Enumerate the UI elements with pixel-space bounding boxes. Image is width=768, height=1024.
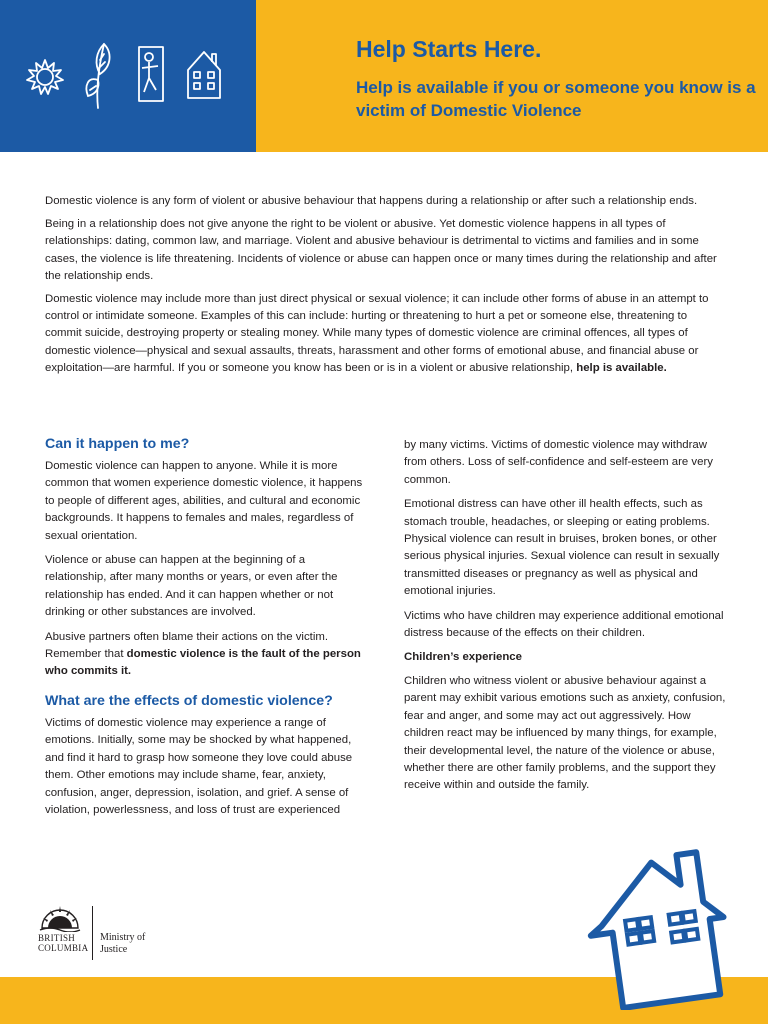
bc-wordmark-line: COLUMBIA bbox=[38, 942, 89, 953]
intro-section bbox=[45, 193, 725, 383]
intro-paragraph: Domestic violence is any form of violent or abusive behaviour that happens during a relationship or after such a relationship ends. bbox=[45, 195, 698, 207]
page-subtitle: Help is available if you or someone you know is a victim of Domestic Violence bbox=[356, 78, 756, 120]
leaf-icon bbox=[82, 40, 116, 110]
sun-icon bbox=[24, 56, 66, 98]
right-column bbox=[404, 437, 732, 802]
ministry-line: Ministry of bbox=[100, 932, 146, 943]
body-paragraph: Domestic violence can happen to anyone. While it is more common that women experience domestic violence, it happens to people of different ages, abilities, and cultural and economic backgrounds. It happens to females and males, regardless of sexual orientation. bbox=[45, 460, 363, 542]
body-paragraph: by many victims. Victims of domestic violence may withdraw from others. Loss of self-confidence and self-esteem are very common. bbox=[404, 439, 713, 486]
logo-divider bbox=[92, 906, 93, 960]
ministry-line: Justice bbox=[100, 944, 128, 955]
intro-paragraph bbox=[45, 291, 725, 377]
header-icon-row bbox=[22, 38, 242, 110]
body-paragraph: Victims of domestic violence may experience a range of emotions. Initially, some may be shocked by what happened, and find it hard to grasp how someone they love could abuse them. Other emotions may include shame, fear, anxiety, confusion, anger, depression, isolation, and grief. A sense of violation, powerlessness, and loss of trust are experienced bbox=[45, 716, 353, 816]
help-available-emphasis: help is available. bbox=[576, 361, 667, 374]
ministry-name bbox=[100, 932, 145, 956]
body-paragraph: Victims who have children may experience additional emotional distress because of the effects on their children. bbox=[404, 609, 724, 640]
fault-emphasis: domestic violence is the fault of the person who commits it. bbox=[45, 648, 361, 678]
section-heading: Can it happen to me? bbox=[45, 436, 190, 452]
left-column bbox=[45, 434, 363, 826]
page-title: Help Starts Here. bbox=[356, 36, 542, 62]
figure-icon bbox=[136, 44, 166, 104]
bc-government-logo bbox=[30, 902, 170, 962]
intro-paragraph: Being in a relationship does not give anyone the right to be violent or abusive. Yet domestic violence happens in all types of relationships: dating, common law, and marriage. Violent and abusive behaviour is detrimental to victims and families and in some cases, the violence is life threatening. Incidents of violence or abuse can happen once or many times during the relationship and after the relationship ends. bbox=[45, 218, 717, 282]
header-blue-panel bbox=[0, 0, 256, 152]
body-paragraph-text: Abusive partners often blame their actions on the victim. Remember that bbox=[45, 630, 329, 661]
body-paragraph: Emotional distress can have other ill health effects, such as stomach trouble, headaches, or sleeping or eating problems. Physical violence can result in bruises, broken bones, or other serious physical injuries. Sexual violence can result in sexually transmitted diseases or pregnancy as well as physical and emotional injuries. bbox=[404, 498, 720, 598]
body-paragraph bbox=[45, 629, 363, 681]
house-illustration-icon bbox=[582, 840, 738, 1010]
house-icon bbox=[184, 48, 224, 100]
body-paragraph: Children who witness violent or abusive behaviour against a parent may exhibit various emotions such as anxiety, confusion, fear and anger, and some may act out aggressively. How children react may be influenced by many things, for example, their developmental level, the nature of the violence or abuse, whether there are other family problems, and the support they receive within and outside the family. bbox=[404, 674, 726, 792]
bc-wordmark bbox=[38, 934, 88, 953]
subsection-heading: Children’s experience bbox=[404, 651, 522, 664]
bc-sun-emblem-icon bbox=[38, 904, 82, 932]
intro-paragraph-text: Domestic violence may include more than just direct physical or sexual violence; it can include other forms of abuse in an attempt to control or intimidate someone. Examples of this can include: hurting or threatening to hurt a pet or someone else, threatening to commit suicide, destroying property or stealing money. While many types of domestic violence are criminal offences, all types of domestic violence—physical and sexual assaults, threats, harassment and other forms of emotional abuse, and financial abuse or exploitation—are harmful. If you or someone you know has been or is in a violent or abusive relationship, bbox=[45, 293, 709, 374]
section-heading: What are the effects of domestic violence? bbox=[45, 692, 333, 709]
bc-wordmark-line: BRITISH bbox=[38, 933, 76, 943]
body-paragraph: Violence or abuse can happen at the beginning of a relationship, after many months or years, or even after the relationship has ended. And it can happen whether or not drinking or other substances are involved. bbox=[45, 554, 338, 619]
